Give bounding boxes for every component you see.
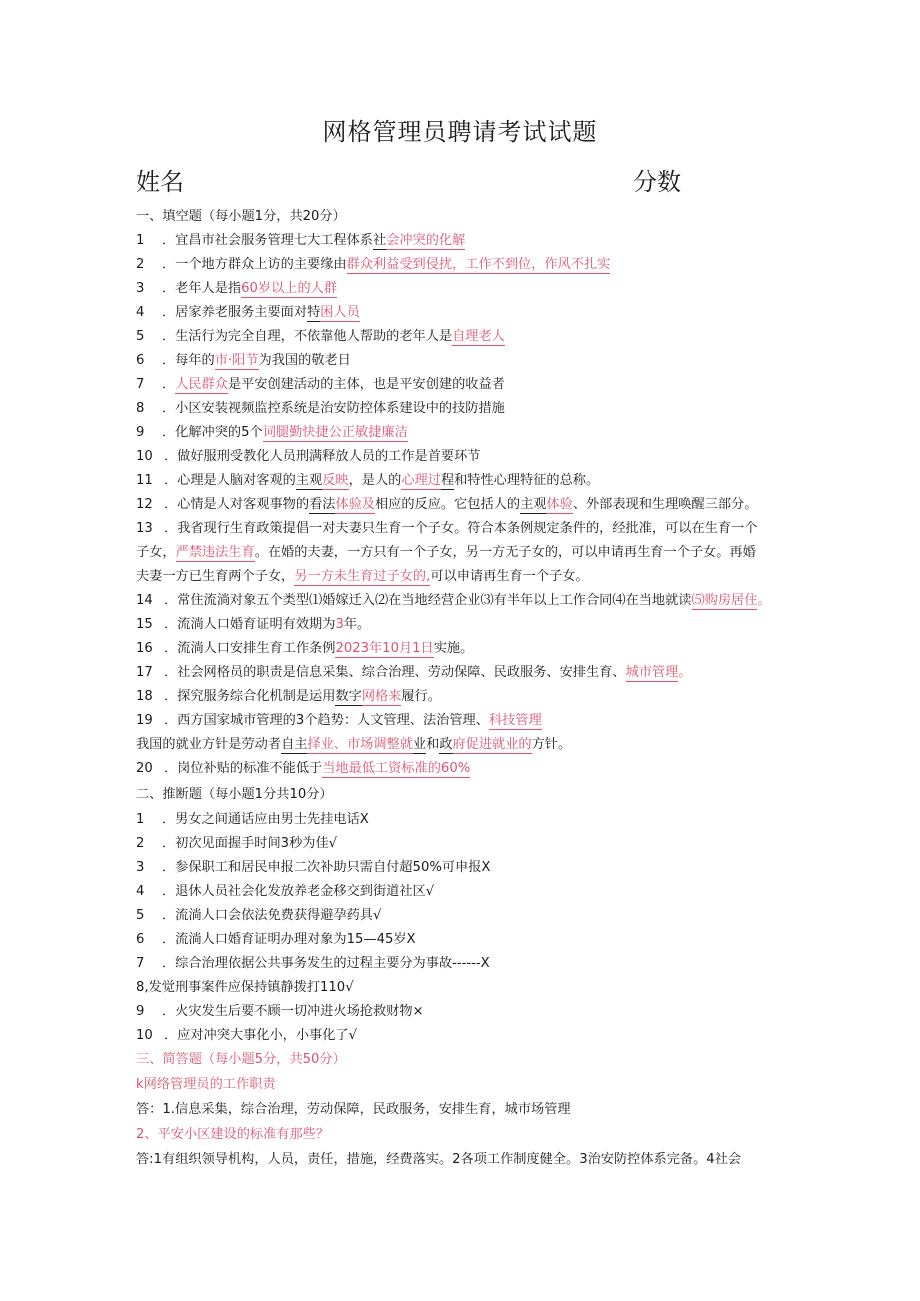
- fill-item-4: 4 ．居家养老服务主要面对特困人员: [136, 305, 360, 320]
- handwritten-answer: 困人员: [320, 305, 360, 320]
- short-answer-2: 答:1有组织领导机构，人员，责任，措施，经费落实。2各项工作制度健全。3治安防控体系完备。4社会: [136, 1152, 742, 1167]
- handwritten-answer: 群众利益受到侵扰，工作不到位，作风不扎实: [346, 257, 611, 272]
- page-title: 网格管理员聘请考试试题: [322, 118, 598, 146]
- judge-item-3: 3 ．参保职工和居民申报二次补助只需自付超50%可申报X: [136, 860, 491, 875]
- judge-item-10: 10 ．应对冲突大事化小，小事化了√: [136, 1028, 358, 1043]
- handwritten-answer: 3: [335, 617, 344, 632]
- fill-item-1: 1 ．宜昌市社会服务管理七大工程体系社会冲突的化解: [136, 233, 466, 248]
- section3-heading: 三、简答题（每小题5分，共50分）: [136, 1052, 346, 1067]
- section1-heading: 一、填空题（每小题1分，共20分）: [136, 209, 346, 224]
- fill-item-9: 9 ．化解冲突的5个词腿勤快捷公正敏捷廉洁: [136, 425, 408, 440]
- fill-item-10: 10 ．做好服刑受教化人员刑满释放人员的工作是首要环节: [136, 449, 481, 464]
- fill-item-14: 14 ．常住流淌对象五个类型⑴婚嫁迁入⑵在当地经营企业⑶有半年以上工作合同⑷在当地就读⑸购房居住。: [136, 593, 771, 608]
- handwritten-answer: 体验: [546, 497, 573, 512]
- name-score-row: [136, 166, 681, 200]
- fill-item-15: 15 ．流淌人口婚育证明有效期为3年。: [136, 617, 371, 632]
- fill-item-13-line2: 子女，严禁违法生育。在婚的夫妻，一方只有一个子女，另一方无子女的，可以申请再生育一个子女。再婚: [136, 545, 756, 560]
- handwritten-answer: 府促进就业的: [452, 737, 532, 752]
- judge-item-5: 5 ．流淌人口会依法免费获得避孕药具√: [136, 908, 382, 923]
- handwritten-answer: 60岁以上的人群: [241, 281, 338, 296]
- handwritten-answer: 体验及: [335, 497, 375, 512]
- handwritten-answer: 自理老人: [452, 329, 505, 344]
- fill-item-2: 2 ．一个地方群众上访的主要缘由群众利益受到侵扰，工作不到位，作风不扎实: [136, 257, 611, 272]
- handwritten-answer: 市·阳节: [214, 353, 259, 368]
- judge-item-6: 6 ．流淌人口婚育证明办理对象为15—45岁X: [136, 932, 416, 947]
- handwritten-answer: 科技管理: [488, 713, 542, 728]
- handwritten-answer: 另一方未生育过子女的,: [294, 569, 431, 584]
- fill-item-18: 18 ．探究服务综合化机制是运用数字网格来履行。: [136, 689, 441, 704]
- fill-item-13-line1: 13 ．我省现行生育政策提倡一对夫妻只生育一个子女。符合本条例规定条件的，经批准，可以在生育一个: [136, 521, 758, 536]
- fill-item-16: 16 ．流淌人口安排生育工作条例2023年10月1日实施。: [136, 641, 474, 656]
- fill-item-extra: 我国的就业方针是劳动者自主择业、市场调整就业和政府促进就业的方针。: [136, 737, 572, 752]
- short-question-2: 2、平安小区建设的标准有那些？: [136, 1127, 330, 1142]
- handwritten-answer: 会冲突的化解: [386, 233, 466, 248]
- handwritten-answer: 词腿勤快捷公正敏捷廉洁: [262, 425, 408, 440]
- handwritten-answer: 择业、市场调整就: [307, 737, 413, 752]
- judge-item-7: 7 ．综合治理依据公共事务发生的过程主要分为事故------X: [136, 956, 490, 971]
- fill-item-6: 6 ．每年的市·阳节为我国的敬老日: [136, 353, 351, 368]
- fill-item-17: 17 ．社会网格员的职责是信息采集、综合治理、劳动保障、民政服务、安排生育、城市管理。: [136, 665, 692, 680]
- fill-item-13-line3: 夫妻一方已生育两个子女，另一方未生育过子女的,可以申请再生育一个子女。: [136, 569, 589, 584]
- judge-item-9: 9 ．火灾发生后要不顾一切冲进火场抢救财物×: [136, 1004, 424, 1019]
- handwritten-answer: 反映: [322, 473, 349, 488]
- fill-item-8: 8 ．小区安装视频监控系统是治安防控体系建设中的技防措施: [136, 401, 505, 416]
- score-label: 分数: [633, 168, 681, 196]
- fill-item-20: 20 ．岗位补贴的标准不能低于当地最低工资标准的60%: [136, 761, 471, 776]
- judge-item-1: 1 ．男女之间通话应由男士先挂电话X: [136, 812, 369, 827]
- fill-item-19: 19 ．西方国家城市管理的3个趋势：人文管理、法治管理、科技管理: [136, 713, 542, 728]
- section2-heading: 二、推断题（每小题1分共10分）: [136, 787, 333, 802]
- fill-item-12: 12 ．心情是人对客观事物的看法体验及相应的反应。它包括人的主观体验、外部表现和生理唤醒三部分。: [136, 497, 758, 512]
- handwritten-answer: 心理过: [401, 473, 441, 488]
- handwritten-answer: 严禁违法生育: [175, 545, 255, 560]
- judge-item-4: 4 ．退休人员社会化发放养老金移交到街道社区√: [136, 884, 435, 899]
- name-label: 姓名: [136, 168, 184, 196]
- handwritten-answer: 2023年10月1日: [335, 641, 434, 656]
- short-question-1: k网络管理员的工作职责: [136, 1077, 276, 1092]
- judge-item-8: 8,发觉刑事案件应保持镇静拨打110√: [136, 980, 354, 995]
- short-answer-1: 答：1.信息采集，综合治理，劳动保障，民政服务，安排生育，城市场管理: [136, 1102, 571, 1117]
- fill-item-3: 3 ．老年人是指60岁以上的人群: [136, 281, 338, 296]
- fill-item-5: 5 ．生活行为完全自理，不依靠他人帮助的老年人是自理老人: [136, 329, 505, 344]
- judge-item-2: 2 ．初次见面握手时间3秒为佳√: [136, 836, 338, 851]
- handwritten-answer: 网格来: [361, 689, 402, 704]
- fill-item-7: 7 ．人民群众是平安创建活动的主体，也是平安创建的收益者: [136, 377, 505, 392]
- handwritten-answer: 城市管理: [625, 665, 679, 680]
- handwritten-answer: 当地最低工资标准的60%: [322, 761, 471, 776]
- fill-item-11: 11 ．心理是人脑对客观的主观反映，是人的心理过程和特性心理特征的总称。: [136, 473, 600, 488]
- handwritten-answer: ⑸购房居住: [691, 593, 758, 608]
- handwritten-answer: 人民群众: [175, 377, 228, 392]
